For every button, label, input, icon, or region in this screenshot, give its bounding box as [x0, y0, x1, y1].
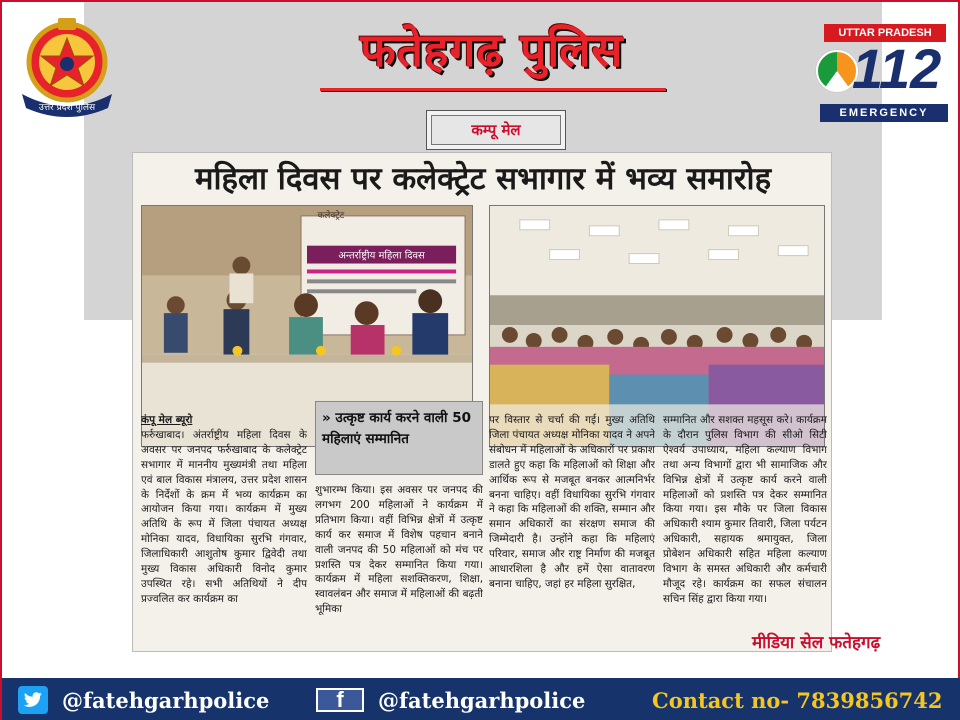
article-column-2-text: शुभारम्भ किया। इस अवसर पर जनपद की लगभग 200 महिलाओं ने कार्यक्रम में प्रतिभाग किया। वहीं विभिन्न क्षेत्रों में उत्कृष्ट कार्य कर समाज में विशेष पहचान बनाने वाली जनपद की 50 महिलाओं को मंच पर प्रशस्ति पत्र देकर सम्मानित किया गया। कार्यक्रम में महिला सशक्तिकरण, शिक्षा, स्वावलंबन और समाज में महिलाओं की बढ़ती भूमिका: [315, 484, 483, 616]
emergency-state-label: UTTAR PRADESH: [824, 24, 946, 42]
article-column-4: [663, 413, 827, 649]
section-tag: [426, 110, 566, 150]
facebook-icon: f: [316, 688, 364, 712]
facebook-link[interactable]: [316, 678, 585, 720]
article-byline: कंपू मेल ब्यूरो: [141, 414, 193, 426]
facebook-handle: @fatehgarhpolice: [378, 687, 586, 713]
audience-hall-photo: [489, 205, 825, 447]
media-cell-label: मीडिया सेल फतेहगढ़: [752, 633, 881, 653]
article-callout: [315, 401, 483, 475]
article-column-4-text: सम्मानित और सशक्त महसूस करे। कार्यक्रम के दौरान पुलिस विभाग की सीओ सिटी ऐश्वर्य उपाध्याय, महिला कल्याण विभाग तथा अन्य विभागों द्वारा भी सामाजिक और विभिन्न क्षेत्रों में उत्कृष्ट कार्य करने वाली महिलाओं को प्रशस्ति पत्र देकर सम्मानित किया गया। इस मौके पर जिला विकास अधिकारी श्याम कुमार तिवारी, जिला पर्यटन अधिकारी, सहायक श्रमायुक्त, जिला प्रोबेशन अधिकारी सहित महिला कल्याण विभाग के समस्त अधिकारी और कर्मचारी मौजूद रहे। कार्यक्रम का सफल संचालन सचिन सिंह द्वारा किया गया।: [663, 414, 827, 605]
footer-bar: [2, 678, 960, 720]
header-title-block: [302, 18, 682, 98]
article-column-3: [489, 413, 655, 649]
emergency-number: 112: [852, 37, 942, 100]
article-column-1: [141, 413, 307, 649]
article-column-1-text: फर्रुखाबाद। अंतर्राष्ट्रीय महिला दिवस के अवसर पर जनपद फर्रुखाबाद के कलेक्ट्रेट सभागार में माननीय मुख्यमंत्री तथा महिला एवं बाल विकास मंत्रालय, उत्तर प्रदेश शासन के निर्देशों के क्रम में भव्य कार्यक्रम का आयोजन किया गया। कार्यक्रम में मुख्य अतिथि के रूप में जिला पंचायत अध्यक्ष मोनिका यादव, विधायिका सुरभि गंगवार, जिलाधिकारी आशुतोष कुमार द्विवेदी तथा मुख्य विकास अधिकारी विनोद कुमार उपस्थित रहे। सभी अतिथियों ने दीप प्रज्वलित कर कार्यक्रम का: [141, 428, 307, 605]
callout-arrow-icon: »: [322, 410, 336, 426]
emergency-112-icon: [814, 24, 948, 124]
stage-banner-text: अन्तर्राष्ट्रीय महिला दिवस: [338, 250, 425, 262]
police-emblem-icon: [16, 16, 118, 118]
wall-sign-text: कलेक्ट्रेट: [317, 210, 345, 221]
twitter-link[interactable]: [18, 678, 269, 720]
contact-number: Contact no- 7839856742: [652, 687, 943, 713]
twitter-handle: @fatehgarhpolice: [62, 687, 270, 713]
news-clipping: [132, 152, 832, 652]
callout-text: उत्कृष्ट कार्य करने वाली 50 महिलाएं सम्मानित: [322, 410, 472, 447]
article-column-3-text: पर विस्तार से चर्चा की गई। मुख्य अतिथि जिला पंचायत अध्यक्ष मोनिका यादव ने अपने संबोधन में महिलाओं के अधिकारों पर प्रकाश डालते हुए कहा कि महिलाओं को शिक्षा और आर्थिक रूप से मजबूत बनकर आत्मनिर्भर बनना चाहिए। वहीं विधायिका सुरभि गंगवार ने कहा कि महिलाओं की शक्ति, सम्मान और समान अधिकारों का संरक्षण समाज की जिम्मेदारी है। उन्होंने कहा कि महिलाएं परिवार, समाज और राष्ट्र निर्माण की मजबूत आधारशिला है और हमें ऐसा वातावरण बनाना चाहिए, जहां हर महिला सुरक्षित,: [489, 414, 655, 590]
police-emblem-text: उत्तर प्रदेश पुलिस: [38, 103, 96, 113]
section-tag-label: कम्पू मेल: [431, 115, 561, 145]
emergency-label: EMERGENCY: [820, 104, 948, 122]
twitter-icon: [18, 686, 48, 714]
page-title: फतेहगढ़ पुलिस: [360, 23, 624, 77]
article-headline: महिला दिवस पर कलेक्ट्रेट सभागार में भव्य समारोह: [194, 161, 772, 197]
article-column-2: [315, 483, 483, 649]
title-underline: [320, 88, 666, 91]
